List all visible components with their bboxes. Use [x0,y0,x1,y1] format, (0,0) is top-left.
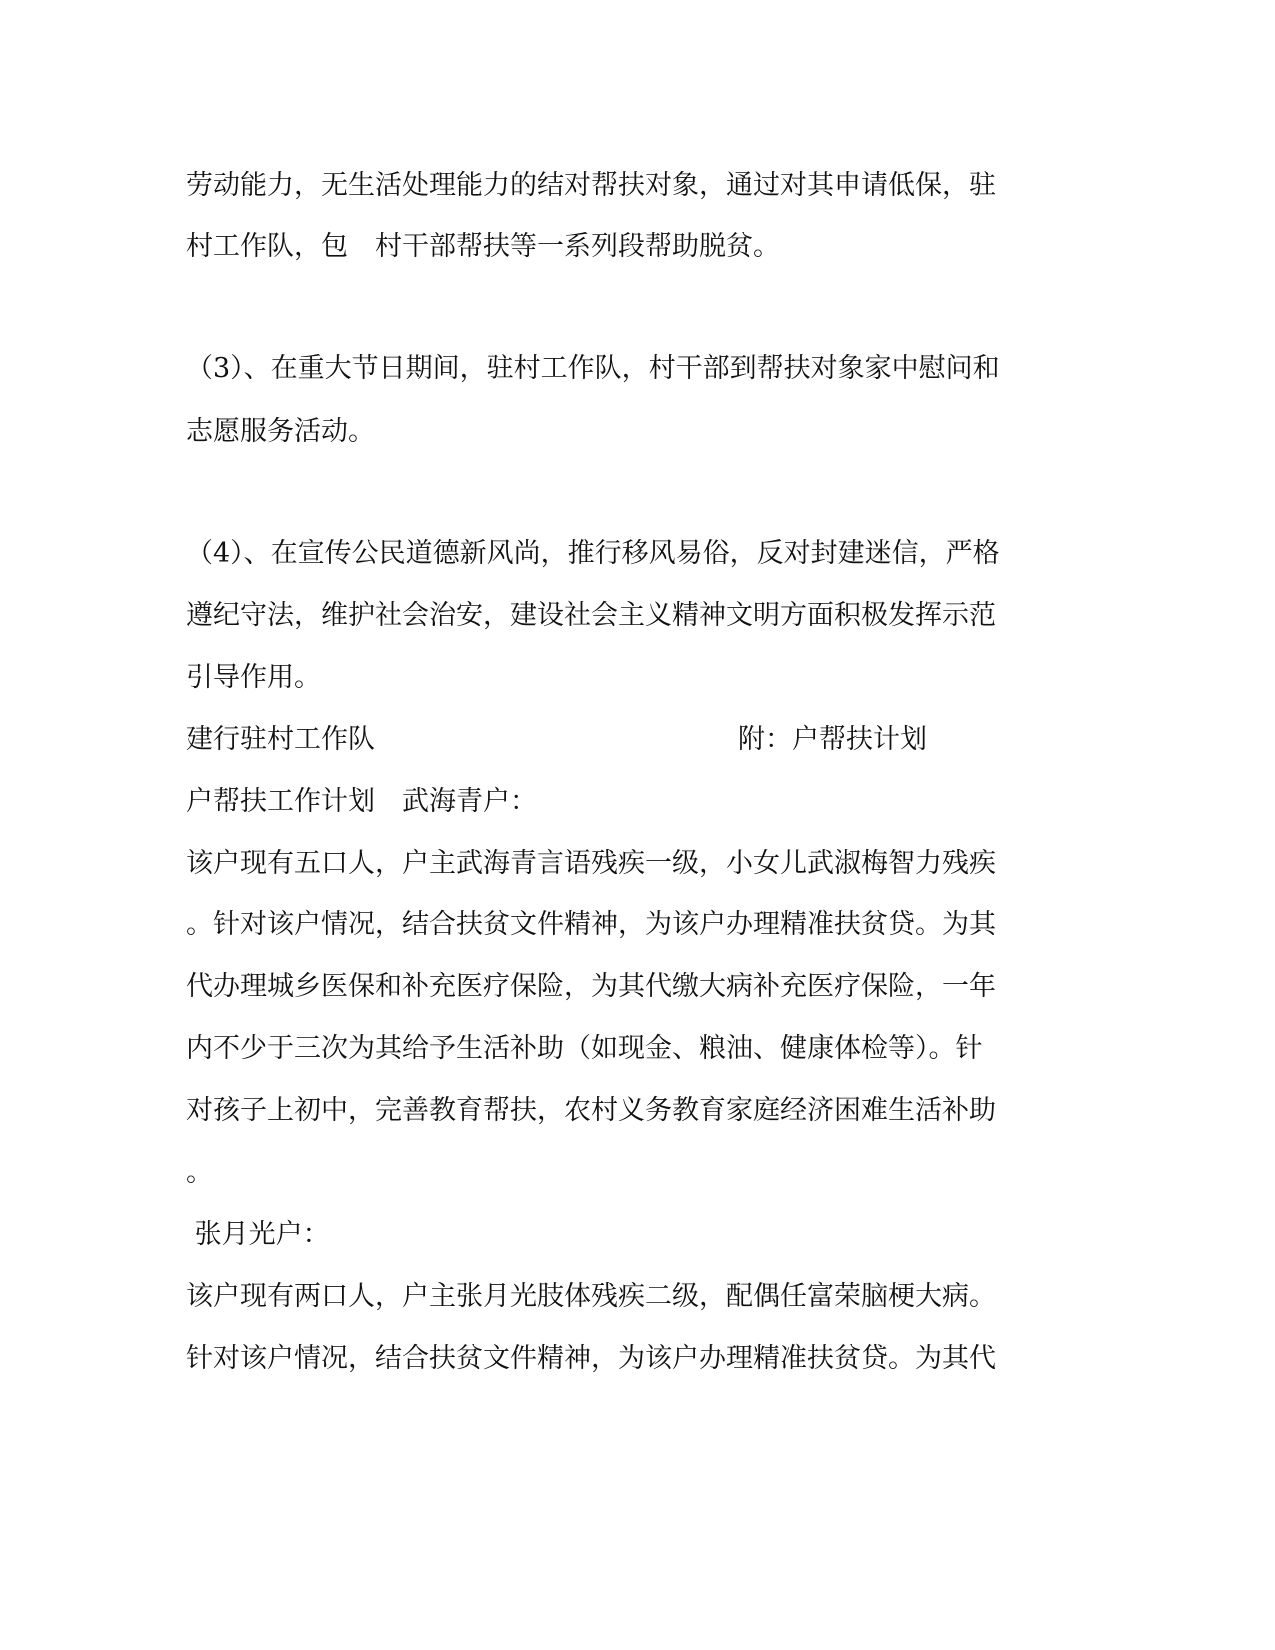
paragraph-line: 该户现有五口人，户主武海青言语残疾一级，小女儿武淑梅智力残疾 [186,848,996,879]
paragraph-line: 代办理城乡医保和补充医疗保险，为其代缴大病补充医疗保险，一年 [186,971,996,1002]
paragraph-line: 内不少于三次为其给予生活补助（如现金、粮油、健康体检等）。针 [186,1033,983,1064]
paragraph-line: 针对该户情况，结合扶贫文件精神，为该户办理精准扶贫贷。为其代 [186,1343,996,1374]
attachment-note: 附：户帮扶计划 [738,724,927,755]
paragraph-line: 劳动能力，无生活处理能力的结对帮扶对象，通过对其申请低保，驻 [186,170,996,201]
paragraph-line: 志愿服务活动。 [186,416,375,447]
paragraph-line: 该户现有两口人，户主张月光肢体残疾二级，配偶任富荣脑梗大病。 [186,1281,996,1312]
paragraph-line: 。针对该户情况，结合扶贫文件精神，为该户办理精准扶贫贷。为其 [186,909,996,940]
paragraph-line: （3）、在重大节日期间，驻村工作队，村干部到帮扶对象家中慰问和 [186,353,1000,384]
paragraph-line: 村工作队，包 村干部帮扶等一系列段帮助脱贫。 [186,231,780,262]
signature-left: 建行驻村工作队 [186,724,375,755]
paragraph-line: 对孩子上初中，完善教育帮扶，农村义务教育家庭经济困难生活补助 [186,1095,996,1126]
paragraph-line: 。 [186,1157,213,1188]
paragraph-line: （4）、在宣传公民道德新风尚，推行移风易俗，反对封建迷信，严格 [186,538,1000,569]
section-heading: 户帮扶工作计划 武海青户： [186,786,537,817]
section-heading: 张月光户： [186,1219,330,1250]
paragraph-line: 引导作用。 [186,662,321,693]
paragraph-line: 遵纪守法，维护社会治安，建设社会主义精神文明方面积极发挥示范 [186,600,996,631]
